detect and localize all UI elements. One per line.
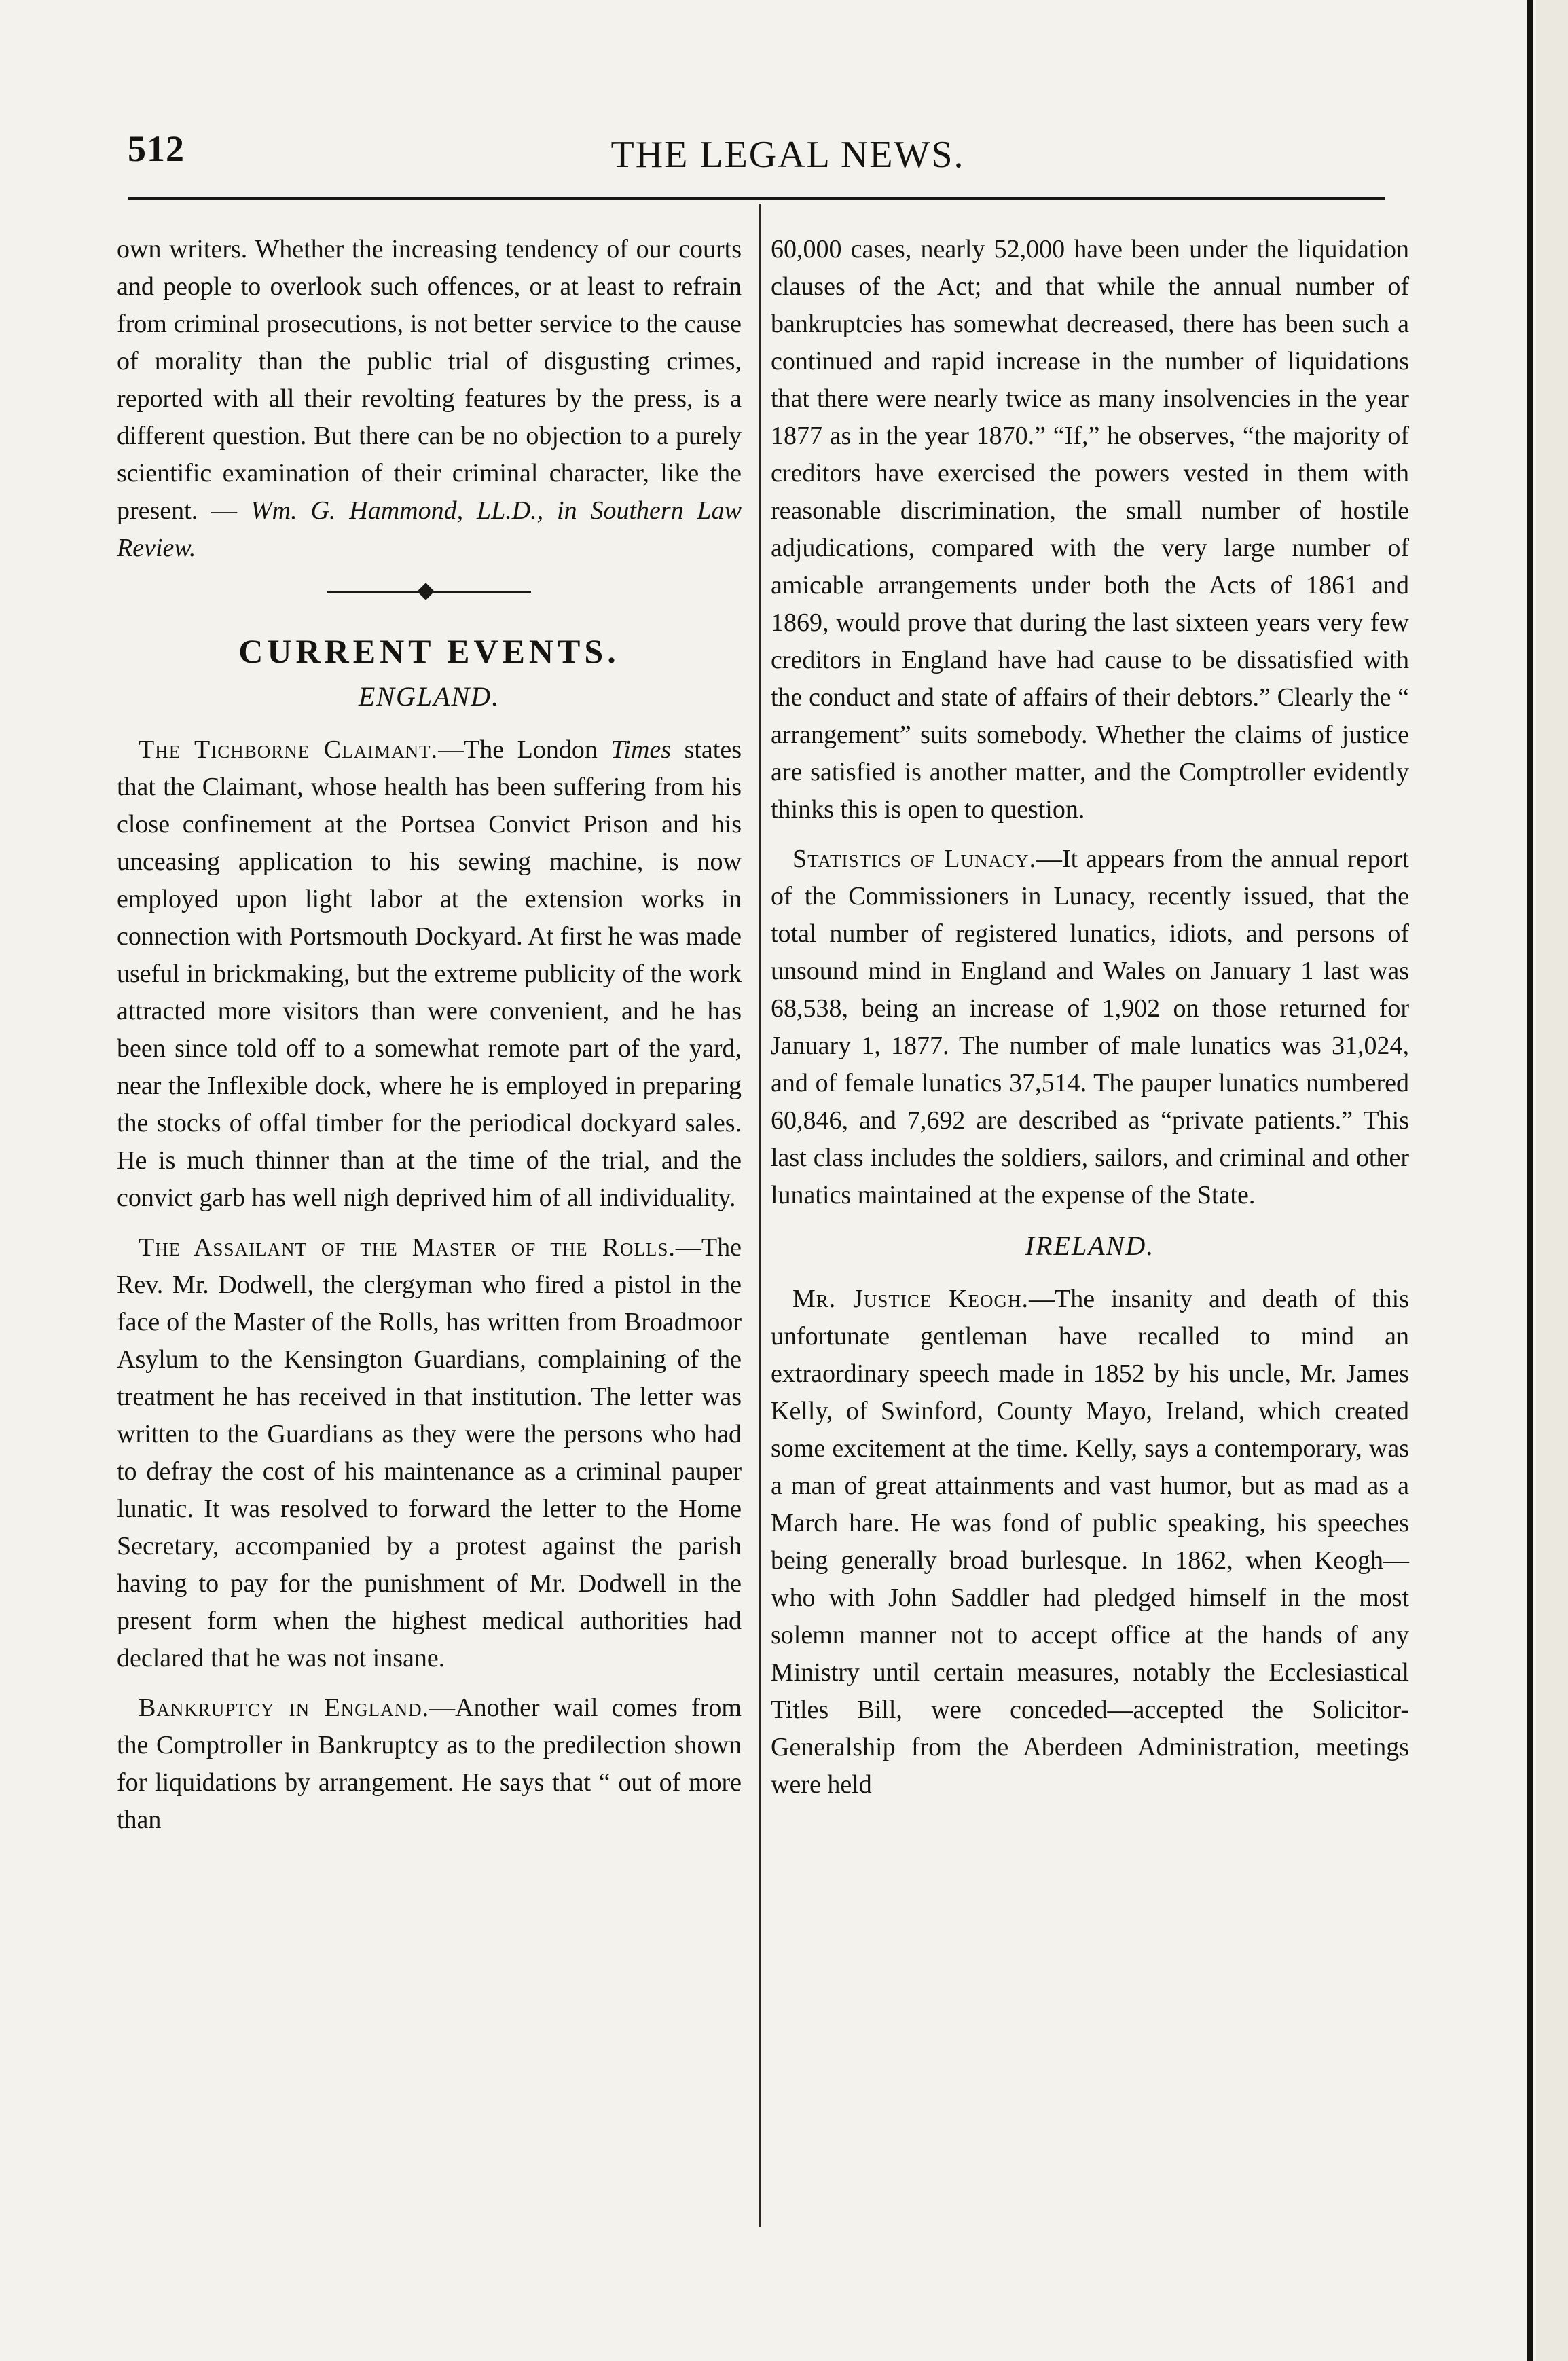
section-ornament — [327, 582, 531, 602]
item-text: —Another wail comes from the Comptroller in Bankruptcy as to the predilection shown for liquidations by arrangement. He says that “ out of more than — [117, 1694, 742, 1834]
left-column — [117, 231, 742, 1851]
item-bankruptcy-in-england — [117, 1689, 742, 1839]
column-divider — [759, 204, 761, 2227]
item-text: 60,000 cases, nearly 52,000 have been under the liquidation clauses of the Act; and that while the annual number of bankruptcies has somewhat decreased, there has been such a continued and rapid increase in the number of liquidations that there were nearly twice as many insolvencies in the year 1877 as in the year 1870.” “If,” he observes, “the majority of creditors have exercised the powers vested in them with reasonable discrimination, the small number of hostile adjudications, compared with the very large number of amicable arrangements under both the Acts of 1861 and 1869, would prove that during the last sixteen years very few creditors in England have had cause to be dissatisfied with the conduct and state of affairs of their debtors.” Clearly the “ arrangement” suits somebody. Whether the claims of justice are satisfied is another matter, and the Comptroller evidently thinks this is open to question. — [771, 235, 1409, 824]
item-assailant-master-of-rolls — [117, 1229, 742, 1677]
item-justice-keogh — [771, 1281, 1409, 1804]
item-title: Bankruptcy in England. — [139, 1694, 430, 1722]
item-title: Mr. Justice Keogh. — [792, 1285, 1029, 1313]
item-text: —It appears from the annual report of the Commissioners in Lunacy, recently issued, that the total number of registered lunatics, idiots, and persons of unsound mind in England and Wales on January 1 last was 68,538, being an increase of 1,902 on those returned for January 1, 1877. The number of male lunatics was 31,024, and of female lunatics 37,514. The pauper lunatics numbered 60,846, and 7,692 are described as “private patients.” This last class includes the soldiers, sailors, and criminal and other lunatics maintained at the expense of the State. — [771, 845, 1409, 1209]
item-statistics-of-lunacy — [771, 841, 1409, 1214]
sub-heading-england: ENGLAND. — [358, 681, 500, 712]
running-head-title: THE LEGAL NEWS. — [610, 134, 965, 176]
page-number: 512 — [128, 128, 185, 169]
item-title: The Tichborne Claimant. — [139, 735, 439, 764]
page-edge-margin — [1536, 0, 1568, 2361]
item-text: —The Rev. Mr. Dodwell, the clergyman who fired a pistol in the face of the Master of the Rolls, has written from Broadmoor Asylum to the Kensington Guardians, complaining of the treatment he has received in that institution. The letter was written to the Guardians as they were the persons who had to defray the cost of his maintenance as a criminal pauper lunatic. It was resolved to forward the letter to the Home Secretary, accompanied by a protest against the parish having to pay for the punishment of Mr. Dodwell in the present form when the highest medical authorities had declared that he was not insane. — [117, 1233, 742, 1672]
ornament-diamond-icon — [417, 583, 434, 600]
item-text: states that the Claimant, whose health has been suffering from his close confinement at the Portsea Convict Prison and his unceasing application to his sewing machine, is now employed upon light labor at the extension works in connection with Portsmouth Dockyard. At first he was made useful in brickmaking, but the extreme publicity of the work attracted more visitors than were convenient, and he has been since told off to a somewhat remote part of the yard, near the Inflexible dock, where he is employed in preparing the stocks of offal timber for the periodical dockyard sales. He is much thinner than at the time of the trial, and the convict garb has well nigh deprived him of all individuality. — [117, 735, 742, 1212]
header-rule — [128, 197, 1385, 200]
section-heading-current-events: CURRENT EVENTS. — [238, 632, 620, 670]
bankruptcy-continuation — [771, 231, 1409, 828]
sub-heading-ireland: IRELAND. — [1025, 1230, 1155, 1261]
right-column — [771, 231, 1409, 1816]
newspaper-title: Times — [610, 735, 672, 764]
page-edge-line — [1527, 0, 1533, 2361]
item-text: —The insanity and death of this unfortunate gentleman have recalled to mind an extraordinary speech made in 1852 by his uncle, Mr. James Kelly, of Swinford, County Mayo, Ireland, which created some excitement at the time. Kelly, says a contemporary, was a man of great attainments and vast humor, but as mad as a March hare. He was fond of public speaking, his speeches being generally broad burlesque. In 1862, when Keogh—who with John Saddler had pledged himself in the most solemn manner not to accept office at the hands of any Ministry until certain measures, notably the Ecclesiastical Titles Bill, were conceded—accepted the Solicitor-Generalship from the Aberdeen Administration, meetings were held — [771, 1285, 1409, 1799]
author-signature: Wm. G. Hammond, LL.D., in Southern Law Review. — [117, 496, 742, 562]
item-text: —The London — [438, 735, 598, 764]
item-title: The Assailant of the Master of the Rolls. — [139, 1233, 676, 1262]
continuation-text: own writers. Whether the increasing tendency of our courts and people to overlook such offences, or at least to refrain from criminal prosecutions, is not better service to the cause of morality than the public trial of disgusting crimes, reported with all their revolting features by the press, is a different question. But there can be no objection to a purely scientific examination of their criminal character, like the present. — — [117, 235, 742, 525]
item-title: Statistics of Lunacy. — [792, 845, 1036, 873]
item-tichborne-claimant — [117, 731, 742, 1217]
article-continuation — [117, 231, 742, 567]
